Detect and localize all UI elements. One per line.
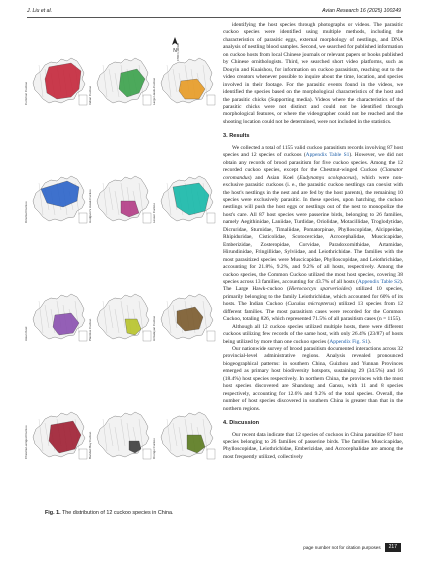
species-map-panel	[24, 171, 90, 225]
species-label: Large Hawk-Cuckoo	[152, 77, 156, 105]
south-china-sea-inset	[79, 449, 87, 459]
species-map-panel	[152, 53, 218, 107]
china-map	[91, 53, 154, 107]
south-china-sea-inset	[207, 213, 215, 223]
south-china-sea-inset	[79, 213, 87, 223]
species-label: Hodgson's Hawk-Cuckoo	[88, 189, 92, 223]
map-outline	[97, 294, 149, 339]
appendix-link[interactable]: Appendix Fig. S1	[329, 338, 368, 345]
china-map	[155, 407, 218, 461]
species-label: Common Cuckoo	[24, 81, 28, 105]
china-map	[91, 171, 154, 225]
species-label: Banded Bay Cuckoo	[88, 431, 92, 459]
svg-text:N: N	[173, 48, 177, 54]
china-map	[155, 53, 218, 107]
footer-note: page number not for citation purposes	[303, 545, 381, 550]
distribution-figure	[24, 21, 217, 516]
south-china-sea-inset	[79, 331, 87, 341]
south-china-sea-inset	[207, 331, 215, 341]
species-map-panel	[152, 171, 218, 225]
intro-paragraph: identifying the host species through photographs or videos. The parasitic cuckoo species were identified using multiple methods, including the characteristics of parasitic eggs, external morphology of nestlings, and DNA analysis of nestling blood samples. Second, we searched for published information on cuckoo hosts from local Chinese journals or relevant papers or books published by Chinese ornithologists. Third, we searched short video platforms, such as Douyin and Kuaishou, for information on cuckoo parasitism, reaching out to the video creators whenever possible to inquire about the time, location, and species involved in their footage. For the parasitic events found in the videos, we identified the species based on the morphological characteristics of the host and the parasitic chicks (Supporting media). Videos where the characteristics of the parasitic chicks were not distinct and could not be identified through morphological features, or where the videographer could not be reached and the shooting location could not be determined, were not included in the statistics.	[223, 22, 404, 125]
species-label: Asian Koel	[24, 326, 28, 341]
species-map-panel	[152, 407, 218, 461]
running-head-journal: Avian Research 16 (2025) 100249	[322, 8, 401, 14]
body-text-column	[223, 22, 403, 461]
south-china-sea-inset	[143, 331, 151, 341]
china-map	[27, 53, 90, 107]
page-number: 217	[385, 543, 401, 552]
species-label: Lesser Cuckoo	[152, 202, 156, 223]
species-map-panel	[152, 289, 218, 343]
map-outline	[97, 412, 149, 457]
results-paragraph-1: We collected a total of 1155 valid cuckoo parasitism records involving 87 host species and 12 species of cuckoos (Appendix Table S1). However, we did not obtain any records of brood parasitism for five cuckoo species. Among the 12 recorded cuckoo species, except for the Chestnut-winged Cuckoo (Clamator coromandus) and Asian Koel (Eudynamys scolopaceus), which were non-exclusive parasitic cuckoos (i. e., the parasitic cuckoo nestlings can coexist with the host's nestlings in the nest and are fed by the host parents), the remaining 10 species were exclusively parasitic. In these species, upon hatching, the cuckoo nestlings will push the host eggs or nestlings out of the nest to monopolize the host's care. All 87 host species were passerine birds, belonging to 26 families, namely Aegithinidae, Laniidae, Turdidae, Oriolidae, Motacillidae, Troglodytidae, Dicruridae, Sturnidae, Timaliidae, Pomatorpinae, Phylloscopidae, Alcippeidae, Rhipiduridae, Cisticolidae, Scotocercidae, Acrocephalidae, Muscicapidae, Emberizidae, Zosteropidae, Corvidae, Paradoxornithidae, Artamidae, Hirundinidae, Fringillidae, Sylviidae, and Leiothrichidae. The families with the most parasitized species were Muscicapidae, Phylloscopidae, and Leiothrichidae, accounting for 21.8%, 9.2%, and 9.2% of all hosts, respectively. Among the cuckoo species, the Common Cuckoo utilized the most host species, covering 38 species across 13 families, accounting for 43.7% of all hosts (Appendix Table S2). The Large Hawk-cuckoo (Hierococcyx sparverioides) utilized 10 species, primarily belonging to the family Leiothrichidae, which accounted for 60% of its hosts. The Indian Cuckoo (Cuculus micropterus) utilized 13 species from 12 different families. The most parasitism cases were recorded for the Common Cuckoo, totaling 826, which represented 71.5% of all parasitism cases (n = 1155).	[223, 144, 404, 323]
caption-text: The distribution of 12 cuckoo species in China.	[60, 510, 174, 516]
south-china-sea-inset	[79, 95, 87, 105]
species-map-panel	[24, 53, 90, 107]
south-china-sea-inset	[207, 95, 215, 105]
species-label: Chestnut-winged Cuckoo	[24, 425, 28, 459]
discussion-paragraph-1: Our recent data indicate that 12 species of cuckoos in China parasitize 87 host species belonging to 26 families of passerine birds. The families Muscicapidae, Phylloscopidae, Leiothrichidae, Emberizidae, and Acrocephalidae are among the most frequently utilized, collectively	[223, 431, 403, 460]
map-outline	[97, 176, 149, 221]
header-rule	[27, 17, 401, 18]
caption-label: Fig. 1.	[45, 510, 61, 516]
species-label: Indian Cuckoo	[88, 85, 92, 105]
species-label: Oriental Cuckoo	[24, 201, 28, 223]
species-map-panel	[88, 53, 154, 107]
species-label: Himalayan Cuckoo	[152, 315, 156, 341]
species-map-panel	[24, 289, 90, 343]
south-china-sea-inset	[143, 213, 151, 223]
china-map	[91, 407, 154, 461]
running-head-authors: J. Liu et al.	[27, 8, 53, 14]
page-footer	[303, 543, 401, 552]
results-paragraph-2: Although all 12 cuckoo species utilized multiple hosts, there were different cuckoos utilizing few records of the same host, with only 26.4% (23/87) of hosts being utilized by more than one cuckoo species (Appendix Fig. S1).	[223, 323, 403, 345]
appendix-link[interactable]: Appendix Table S2	[357, 278, 400, 285]
section-heading-discussion: 4. Discussion	[223, 420, 260, 427]
south-china-sea-inset	[143, 95, 151, 105]
appendix-link[interactable]: Appendix Table S1	[305, 152, 350, 159]
south-china-sea-inset	[207, 449, 215, 459]
species-map-panel	[24, 407, 90, 461]
section-heading-results: 3. Results	[223, 133, 250, 140]
china-map	[155, 289, 218, 343]
scale-bar: 0 550 1,100 km	[177, 43, 180, 61]
species-map-panel	[88, 171, 154, 225]
china-map	[27, 407, 90, 461]
species-map-panel	[88, 289, 154, 343]
south-china-sea-inset	[143, 449, 151, 459]
species-map-panel	[88, 407, 154, 461]
species-label: Drongo Cuckoo	[152, 438, 156, 459]
map-outline	[161, 412, 213, 457]
species-label: Plaintive Cuckoo	[88, 318, 92, 341]
china-map	[91, 289, 154, 343]
china-map	[155, 171, 218, 225]
china-map	[27, 289, 90, 343]
results-paragraph-3: Our nationwide survey of brood parasitism documented interactions across 32 provincial-level administrative regions. Analysis revealed pronounced biogeographical patterns: in southern China, Guizhou and Yunnan Provinces emerged as primary host biodiversity hotspots, sustaining 29 (34.5%) and 16 (18.4%) host species respectively. In northern China, the provinces with the most host species discovered are Shandong and Gansu, with 11 and 8 species respectively, accounting for 12.6% and 9.2% of the total species. Overall, the number of host species discovered in southern China is greater than that in the northern regions.	[223, 346, 403, 412]
figure-caption	[45, 510, 173, 516]
china-map	[27, 171, 90, 225]
